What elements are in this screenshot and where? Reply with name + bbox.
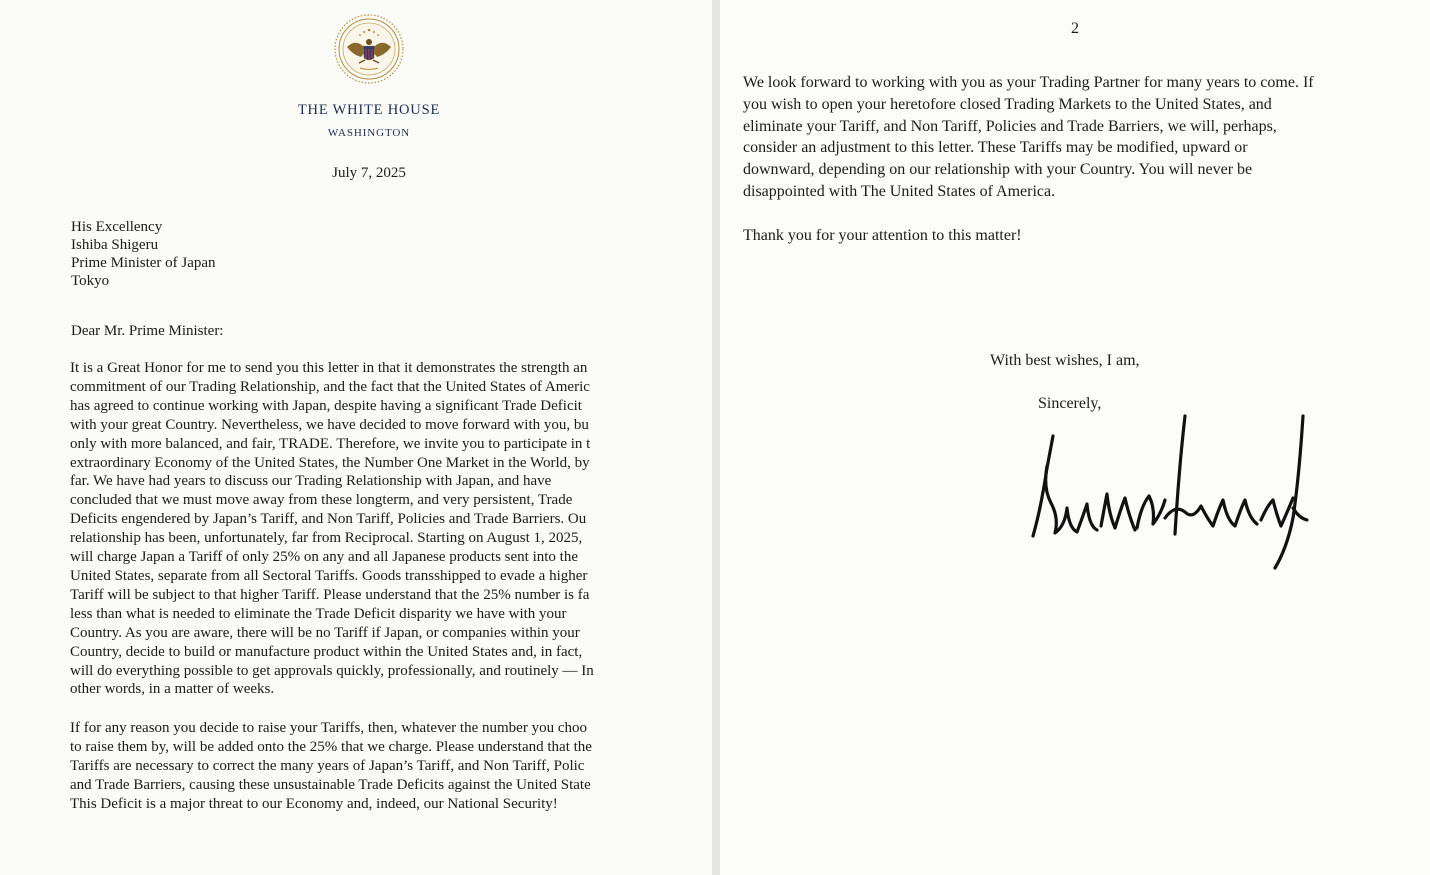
text-line: only with more balanced, and fair, TRADE. Therefore, we invite you to participate in t (70, 435, 591, 452)
text-line: concluded that we must move away from these longterm, and very persistent, Trade (70, 492, 573, 509)
text-line: extraordinary Economy of the United States, the Number One Market in the World, by (70, 454, 590, 471)
text-line: It is a Great Honor for me to send you this letter in that it demonstrates the strength an (70, 360, 588, 376)
body-paragraph-2 (70, 719, 712, 814)
text-line: with your great Country. Nevertheless, we have decided to move forward with you, bu (70, 416, 589, 433)
text-line: will do everything possible to get approvals quickly, professionally, and routinely — In (70, 662, 594, 679)
recipient-line: Tokyo (71, 273, 110, 289)
text-line: has agreed to continue working with Japan, despite having a significant Trade Deficit (70, 397, 582, 414)
text-line: less than what is needed to eliminate the Trade Deficit disparity we have with your (70, 605, 567, 622)
text-line: far. We have had years to discuss our Trading Relationship with Japan, and have (70, 473, 552, 490)
text-line: downward, depending on our relationship with your Country. You will never be (743, 161, 1253, 179)
letter-page-2 (720, 0, 1430, 875)
text-line: to raise them by, will be added onto the 25% that we charge. Please understand that the (70, 738, 592, 755)
text-line: This Deficit is a major threat to our Economy and, indeed, our National Security! (70, 795, 558, 812)
text-line: you wish to open your heretofore closed Trading Markets to the United States, and (743, 95, 1272, 113)
presidential-seal-icon (333, 13, 405, 85)
salutation: Dear Mr. Prime Minister: (71, 323, 224, 339)
body-paragraph-1 (70, 359, 712, 699)
recipient-line: Prime Minister of Japan (71, 255, 216, 271)
recipient-line: His Excellency (71, 219, 163, 235)
page-gutter (712, 0, 720, 875)
sign-off: Sincerely, (1038, 395, 1102, 412)
text-line: Tariff will be subject to that higher Tariff. Please understand that the 25% number is fa (70, 586, 590, 603)
text-line: and Trade Barriers, causing these unsustainable Trade Deficits against the United State (70, 776, 591, 793)
page-number: 2 (1071, 20, 1079, 37)
text-line: If for any reason you decide to raise your Tariffs, then, whatever the number you choo (70, 720, 587, 736)
text-line: Thank you for your attention to this matter! (743, 227, 1022, 244)
text-line: United States, separate from all Sectoral Tariffs. Goods transshipped to evade a higher (70, 567, 588, 584)
letterhead-subtitle: WASHINGTON (327, 127, 411, 139)
text-line: other words, in a matter of weeks. (70, 681, 275, 698)
text-line: Country, decide to build or manufacture product within the United States and, in fact, (70, 643, 583, 660)
text-line: eliminate your Tariff, and Non Tariff, Policies and Trade Barriers, we will, perhaps, (743, 117, 1277, 135)
text-line: Deficits engendered by Japan’s Tariff, and Non Tariff, Policies and Trade Barriers. Ou (70, 511, 587, 528)
text-line: will charge Japan a Tariff of only 25% on any and all Japanese products sent into the (70, 549, 578, 566)
text-line: disappointed with The United States of America. (743, 182, 1056, 200)
text-line: relationship has been, unfortunately, far from Reciprocal. Starting on August 1, 2025, (70, 530, 583, 547)
text-line: consider an adjustment to this letter. These Tariffs may be modified, upward or (743, 139, 1248, 157)
letter-date: July 7, 2025 (332, 165, 406, 181)
recipient-line: Ishiba Shigeru (71, 237, 159, 253)
text-line: commitment of our Trading Relationship, and the fact that the United States of Americ (70, 378, 590, 395)
handwritten-signature-icon (1025, 408, 1315, 578)
recipient-address (71, 218, 216, 290)
text-line: Country. As you are aware, there will be no Tariff if Japan, or companies within your (70, 624, 580, 641)
text-line: Tariffs are necessary to correct the many years of Japan’s Tariff, and Non Tariff, Polic (70, 757, 585, 774)
letter-page-1 (0, 0, 712, 875)
body-paragraph-3 (743, 72, 1423, 203)
letterhead-title: THE WHITE HOUSE (297, 102, 441, 118)
closing-line: With best wishes, I am, (990, 352, 1140, 369)
body-paragraph-4 (743, 225, 1423, 247)
text-line: We look forward to working with you as your Trading Partner for many years to come. If (743, 74, 1314, 91)
